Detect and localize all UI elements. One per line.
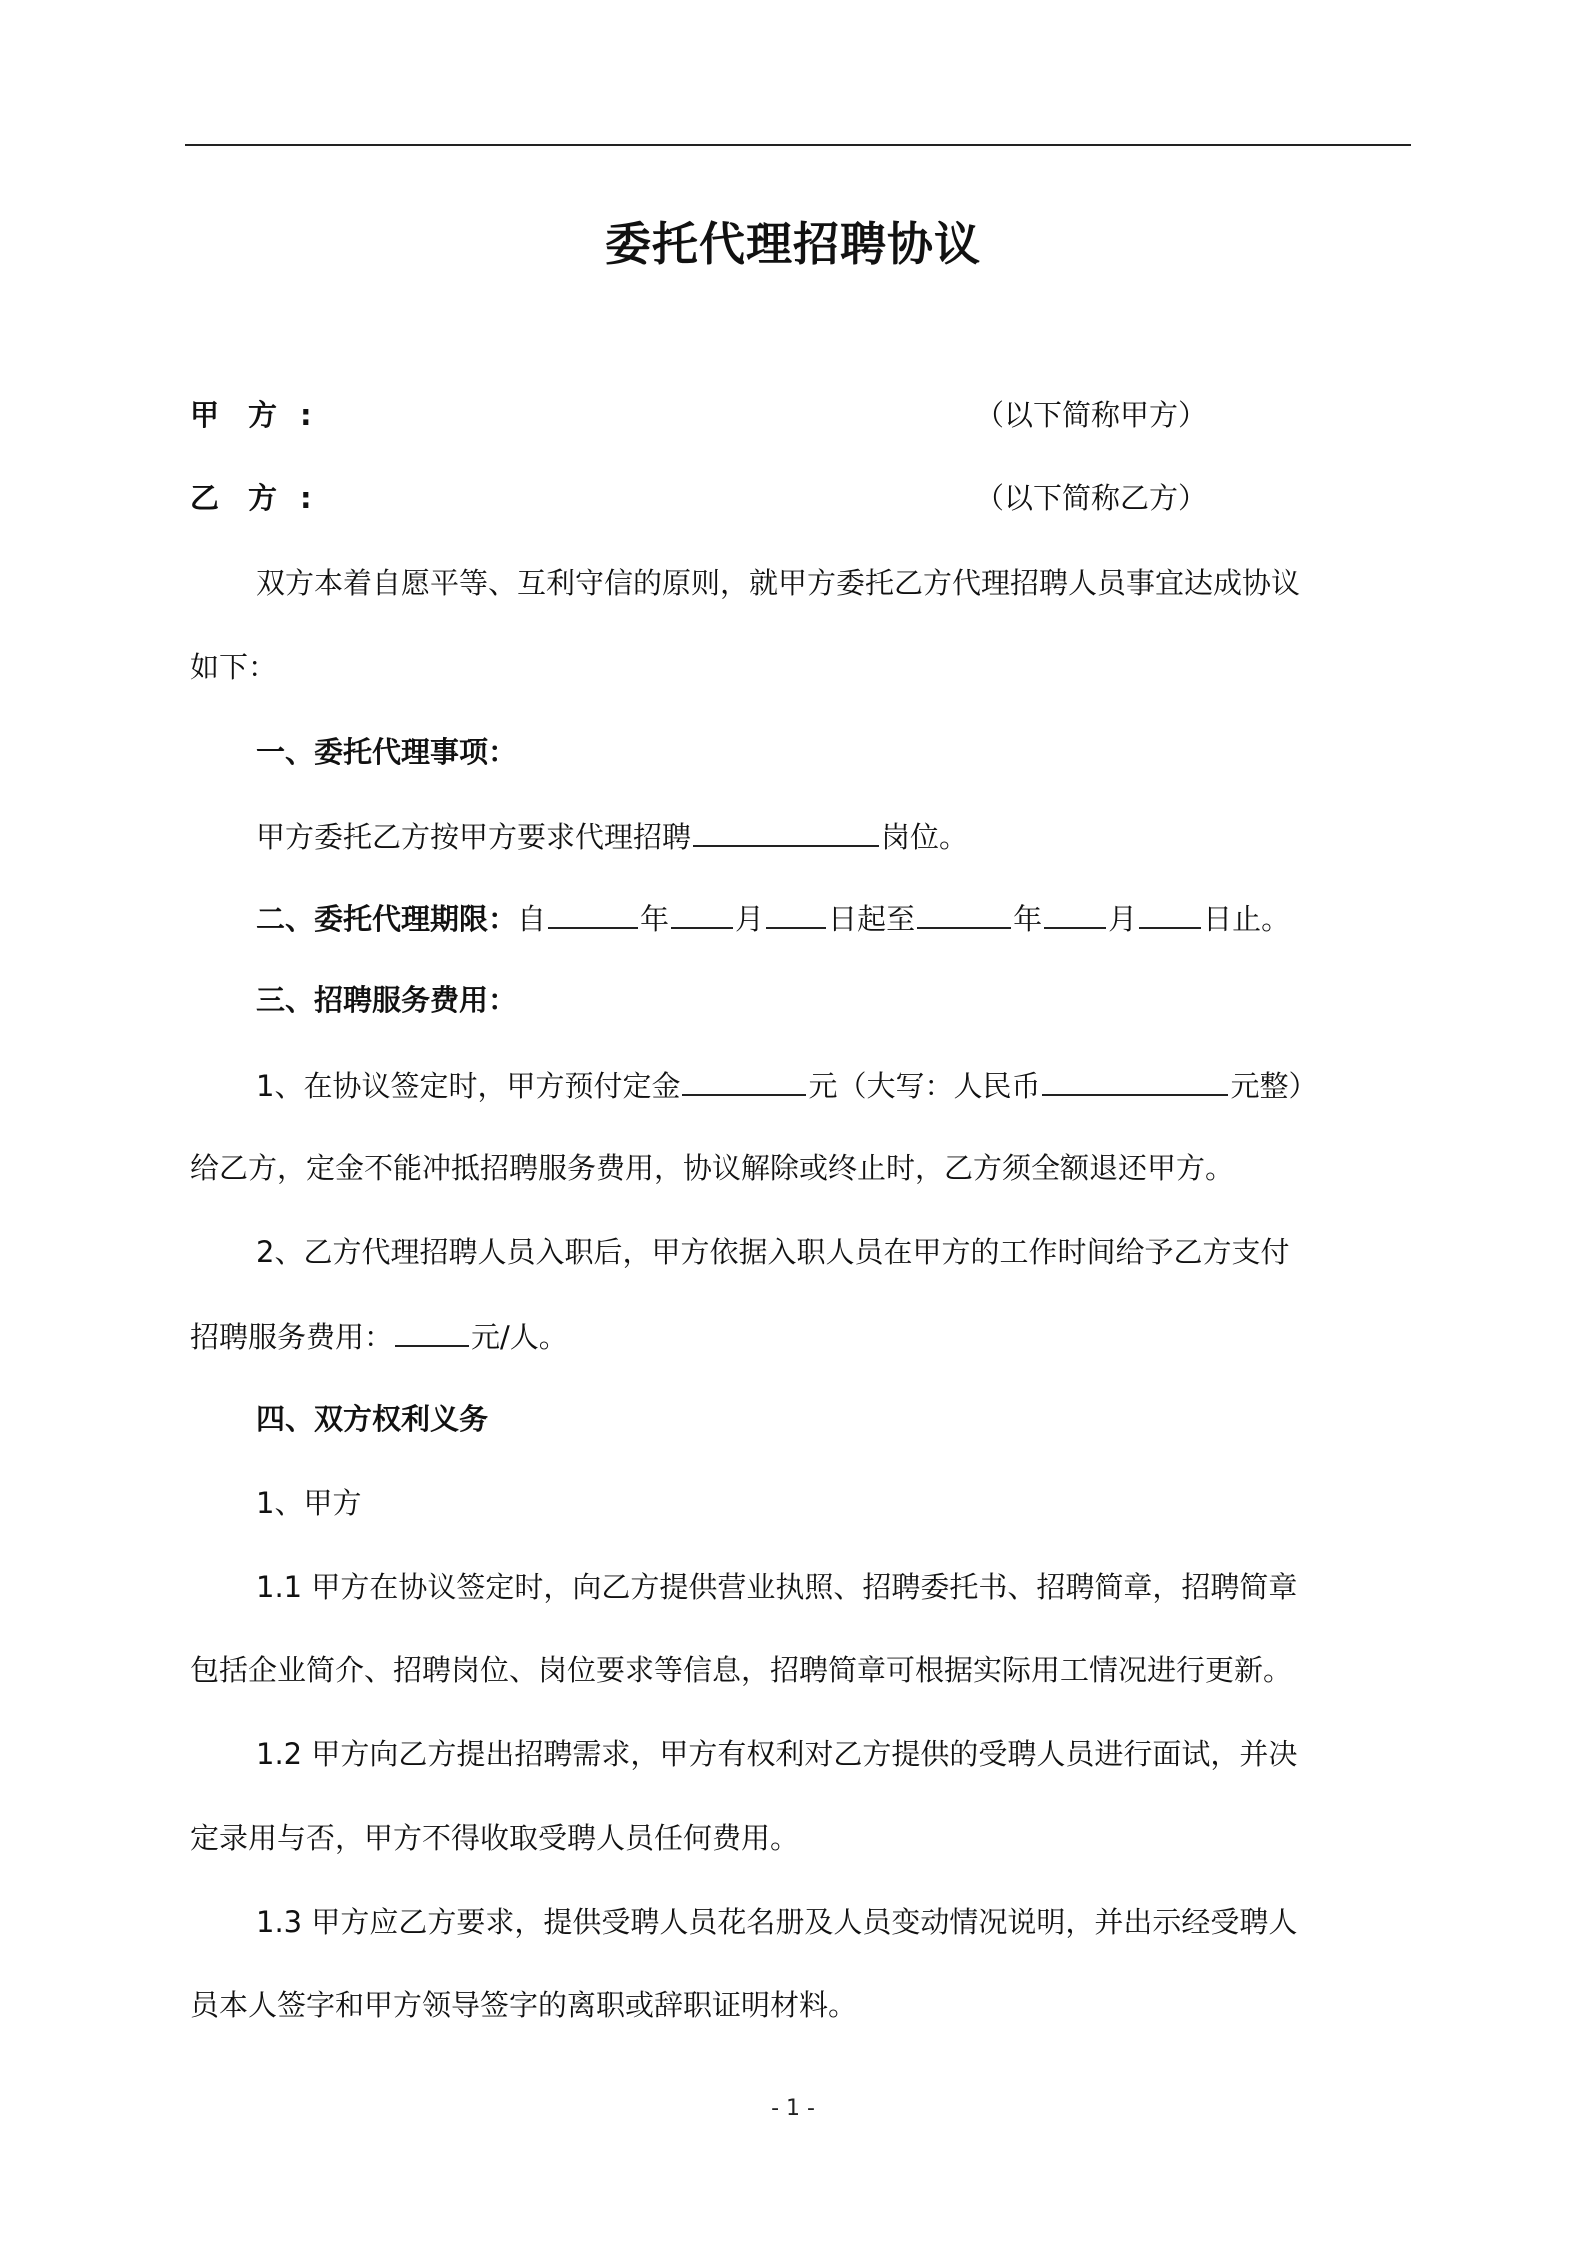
section-3-item-1-line-2: 给乙方，定金不能冲抵招聘服务费用，协议解除或终止时，乙方须全额退还甲方。 [190,1151,1235,1185]
clause-1-1-line-1: 1.1 甲方在协议签定时，向乙方提供营业执照、招聘委托书、招聘简章，招聘简章 [256,1570,1298,1604]
item-2-before: 招聘服务费用： [190,1320,394,1354]
clause-1-3-line-1: 1.3 甲方应乙方要求，提供受聘人员花名册及人员变动情况说明，并出示经受聘人 [256,1905,1298,1939]
section-2-from: 自 [517,902,547,936]
start-day-blank [766,897,826,929]
section-3-item-1 [256,1064,1317,1106]
page-number: - 1 - [771,2096,815,2121]
header-rule [185,144,1411,146]
section-3-item-2-line-2 [190,1315,568,1357]
section-2-month2: 月 [1108,902,1138,936]
end-year-blank [917,897,1011,929]
item-1-mid: 元（大写：人民币 [808,1069,1041,1103]
section-1-text-before: 甲方委托乙方按甲方要求代理招聘 [256,820,692,854]
end-month-blank [1044,897,1106,929]
clause-1-3-line-2: 员本人签字和甲方领导签字的离职或辞职证明材料。 [190,1988,858,2022]
section-1-text [256,815,968,857]
deposit-words-blank [1042,1064,1228,1096]
party-a-note: （以下简称甲方） [975,398,1208,432]
item-1-before: 1、在协议签定时，甲方预付定金 [256,1069,681,1103]
position-blank [693,815,879,847]
section-3-item-2-line-1: 2、乙方代理招聘人员入职后，甲方依据入职人员在甲方的工作时间给予乙方支付 [256,1235,1290,1269]
section-3-heading: 三、招聘服务费用： [256,983,518,1017]
clause-1-1-line-2: 包括企业简介、招聘岗位、岗位要求等信息，招聘简章可根据实际用工情况进行更新。 [190,1653,1293,1687]
item-2-after: 元/人。 [471,1320,568,1354]
clause-1-2-line-1: 1.2 甲方向乙方提出招聘需求，甲方有权利对乙方提供的受聘人员进行面试，并决 [256,1737,1298,1771]
clause-1-2-line-2: 定录用与否，甲方不得收取受聘人员任何费用。 [190,1821,800,1855]
section-2-day-to: 日止。 [1203,902,1291,936]
party-a-line [190,395,312,435]
preamble-line-1: 双方本着自愿平等、互利守信的原则，就甲方委托乙方代理招聘人员事宜达成协议 [256,566,1301,600]
preamble-line-2: 如下： [190,650,278,684]
section-1-text-after: 岗位。 [881,820,969,854]
fee-per-person-blank [395,1315,469,1347]
party-b-colon: : [300,481,312,515]
start-month-blank [671,897,733,929]
party-a-colon: : [300,398,312,432]
party-a-heading: 1、甲方 [256,1486,362,1520]
item-1-after: 元整） [1230,1069,1318,1103]
section-2-heading: 二、委托代理期限： [256,902,518,936]
section-2-month: 月 [735,902,765,936]
section-1-heading: 一、委托代理事项： [256,735,518,769]
section-2-year2: 年 [1013,902,1043,936]
end-day-blank [1139,897,1201,929]
party-a-label: 甲 方 [190,398,278,432]
party-b-line [190,478,312,518]
section-2-day-from: 日起至 [828,902,916,936]
document-title: 委托代理招聘协议 [605,217,981,271]
section-2-year: 年 [640,902,670,936]
start-year-blank [548,897,638,929]
section-2-line [256,897,1290,939]
party-b-note: （以下简称乙方） [975,481,1208,515]
party-b-label: 乙 方 [190,481,278,515]
deposit-amount-blank [682,1064,806,1096]
section-4-heading: 四、双方权利义务 [256,1402,489,1436]
